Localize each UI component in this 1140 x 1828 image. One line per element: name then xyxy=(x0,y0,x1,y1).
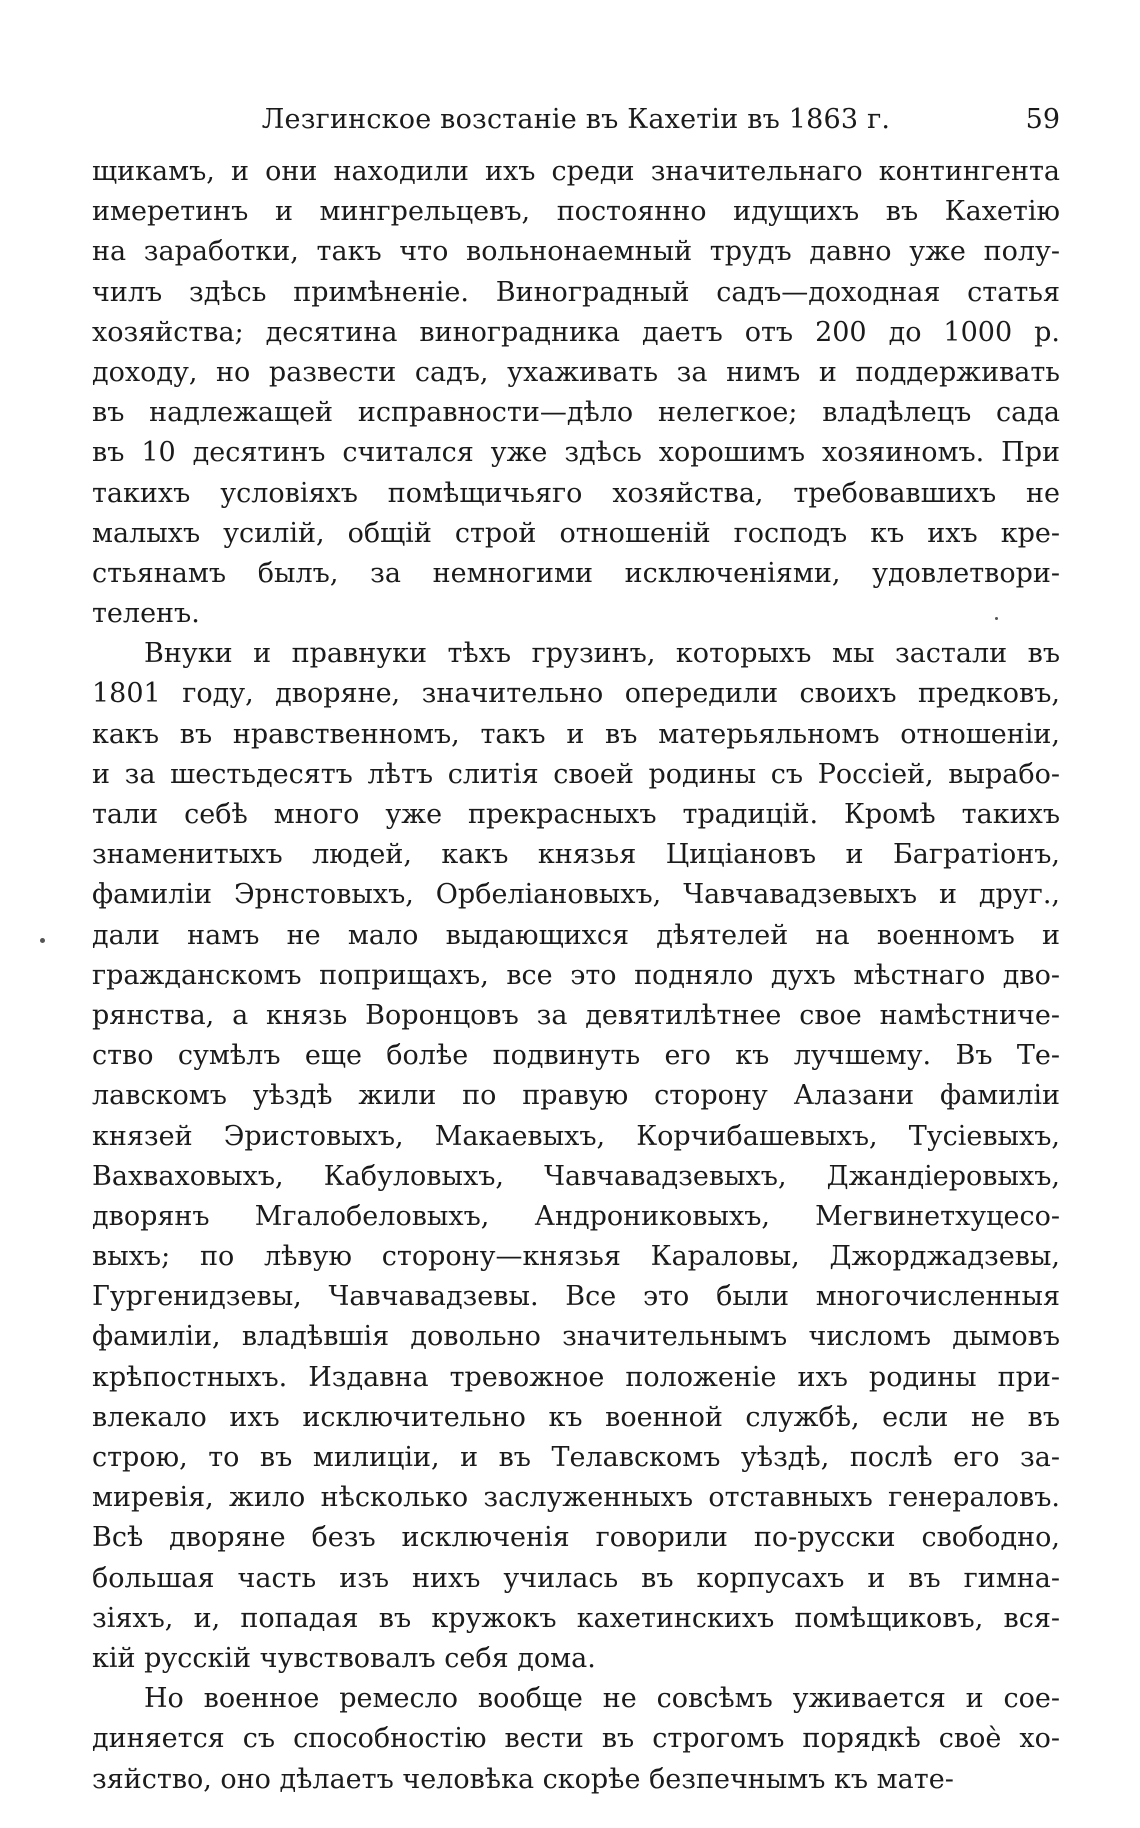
text-line: какъ въ нравственномъ, такъ и въ матерьяльномъ отношеніи, xyxy=(92,718,1060,750)
paragraph xyxy=(92,152,1060,634)
text-line: фамиліи Эрнстовыхъ, Орбеліановыхъ, Чавчавадзевыхъ и друг., xyxy=(92,879,1060,911)
text-line: тали себѣ много уже прекрасныхъ традицій. Кромѣ такихъ xyxy=(92,799,1060,830)
text-line: фамиліи, владѣвшія довольно значительнымъ числомъ дымовъ xyxy=(92,1321,1060,1353)
print-speck xyxy=(995,617,998,620)
text-line: дали намъ не мало выдающихся дѣятелей на военномъ и xyxy=(92,919,1060,951)
paragraph xyxy=(92,634,1060,1679)
text-line: 1801 году, дворяне, значительно опередили своихъ предковъ, xyxy=(92,678,1060,710)
text-line: выхъ; по лѣвую сторону—князья Караловы, Джорджадзевы, xyxy=(92,1241,1060,1273)
running-title: Лезгинское возстаніе въ Кахетіи въ 1863 г. xyxy=(261,104,891,135)
text-line: зяйство, оно дѣлаетъ человѣка скорѣе безпечнымъ къ мате- xyxy=(92,1763,954,1795)
text-line: Гургенидзевы, Чавчавадзевы. Все это были многочисленныя xyxy=(92,1281,1060,1313)
text-line: такихъ условіяхъ помѣщичьяго хозяйства, требовавшихъ не xyxy=(92,477,1060,509)
text-line: чилъ здѣсь примѣненіе. Виноградный садъ—доходная статья xyxy=(92,276,1060,308)
text-line: знаменитыхъ людей, какъ князья Циціановъ и Багратіонъ, xyxy=(92,839,1060,871)
text-line: теленъ. xyxy=(92,598,200,630)
running-head xyxy=(92,100,1060,140)
page-number: 59 xyxy=(1025,104,1060,135)
text-line: рянства, а князь Воронцовъ за девятилѣтнее свое намѣстниче- xyxy=(92,999,1060,1031)
text-line: миревія, жило нѣсколько заслуженныхъ отставныхъ генераловъ. xyxy=(92,1482,1060,1514)
text-line: влекало ихъ исключительно къ военной службѣ, если не въ xyxy=(92,1401,1060,1433)
text-line: и за шестьдесятъ лѣтъ слитія своей родины съ Россіей, вырабо- xyxy=(92,758,1060,790)
text-line: ство сумѣлъ еще болѣе подвинуть его къ лучшему. Въ Те- xyxy=(92,1040,1060,1072)
paragraph xyxy=(92,1679,1060,1800)
text-line: въ надлежащей исправности—дѣло нелегкое; владѣлецъ сада xyxy=(92,397,1060,429)
text-line: на заработки, такъ что вольнонаемный трудъ давно уже полу- xyxy=(92,236,1060,268)
text-line: князей Эристовыхъ, Макаевыхъ, Корчибашевыхъ, Тусіевыхъ, xyxy=(92,1120,1060,1152)
text-line: стьянамъ былъ, за немногими исключеніями, удовлетвори- xyxy=(92,557,1060,589)
text-line: лавскомъ уѣздѣ жили по правую сторону Алазани фамиліи xyxy=(92,1080,1060,1112)
text-line: Но военное ремесло вообще не совсѣмъ уживается и сое- xyxy=(144,1683,1060,1715)
text-line: диняется съ способностію вести въ строгомъ порядкѣ своѐ хо- xyxy=(92,1723,1060,1755)
text-line: большая часть изъ нихъ училась въ корпусахъ и въ гимна- xyxy=(92,1562,1060,1594)
text-line: щикамъ, и они находили ихъ среди значительнаго контингента xyxy=(92,156,1060,187)
text-line: хозяйства; десятина виноградника даетъ отъ 200 до 1000 р. xyxy=(92,316,1060,348)
text-line: Всѣ дворяне безъ исключенія говорили по-русски свободно, xyxy=(92,1522,1060,1554)
text-line: кій русскій чувствовалъ себя дома. xyxy=(92,1642,596,1674)
text-line: Вахваховыхъ, Кабуловыхъ, Чавчавадзевыхъ, Джандіеровыхъ, xyxy=(92,1160,1060,1192)
text-line: малыхъ усилій, общій строй отношеній господъ къ ихъ кре- xyxy=(92,517,1060,549)
text-line: Внуки и правнуки тѣхъ грузинъ, которыхъ мы застали въ xyxy=(144,638,1060,670)
body-text xyxy=(92,152,1060,1800)
text-line: доходу, но развести садъ, ухаживать за нимъ и поддерживать xyxy=(92,356,1060,388)
text-line: зіяхъ, и, попадая въ кружокъ кахетинскихъ помѣщиковъ, вся- xyxy=(92,1602,1060,1634)
text-line: крѣпостныхъ. Издавна тревожное положеніе ихъ родины при- xyxy=(92,1361,1060,1393)
text-line: гражданскомъ поприщахъ, все это подняло духъ мѣстнаго дво- xyxy=(92,959,1060,991)
text-line: имеретинъ и мингрельцевъ, постоянно идущихъ въ Кахетію xyxy=(92,196,1060,228)
text-line: въ 10 десятинъ считался уже здѣсь хорошимъ хозяиномъ. При xyxy=(92,437,1060,469)
text-line: строю, то въ милиціи, и въ Телавскомъ уѣздѣ, послѣ его за- xyxy=(92,1442,1060,1473)
text-line: дворянъ Мгалобеловыхъ, Андрониковыхъ, Мегвинетхуцесо- xyxy=(92,1200,1060,1232)
print-speck xyxy=(40,938,45,943)
